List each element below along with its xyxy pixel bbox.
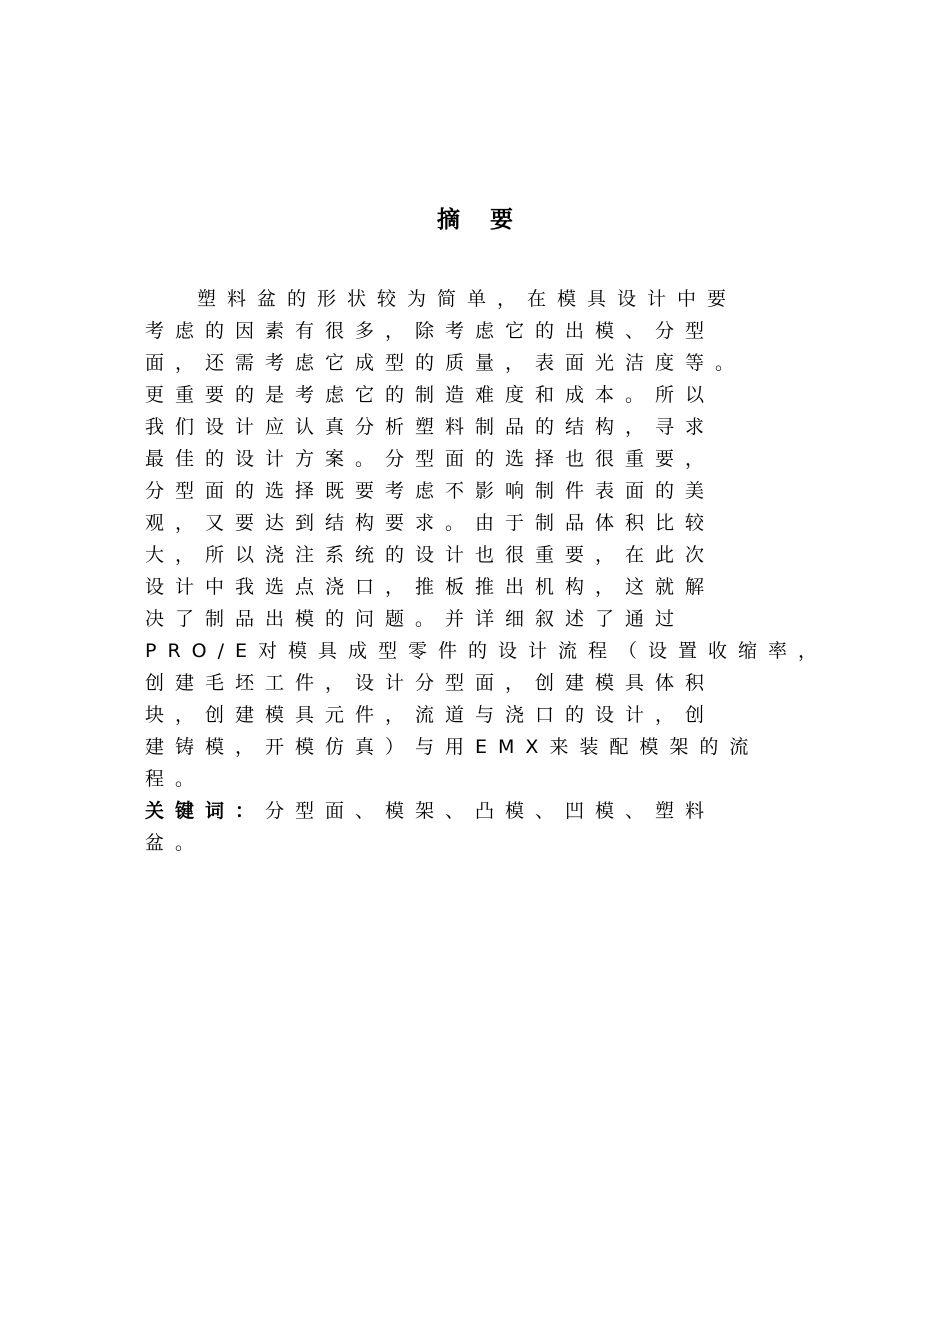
keywords-line-continued: 盆。 <box>145 832 206 854</box>
abstract-line: 建铸模，开模仿真）与用EMX来装配模架的流 <box>145 736 760 758</box>
abstract-line: 我们设计应认真分析塑料制品的结构，寻求 <box>145 416 716 438</box>
keywords-line <box>145 795 815 827</box>
abstract-line: 分型面的选择既要考虑不影响制件表面的美 <box>145 480 716 502</box>
abstract-line: 塑料盆的形状较为简单，在模具设计中要 <box>197 288 738 310</box>
abstract-line: 大，所以浇注系统的设计也很重要，在此次 <box>145 544 716 566</box>
abstract-body <box>145 283 829 859</box>
abstract-line: PRO/E对模具成型零件的设计流程（设置收缩率， <box>145 640 829 662</box>
keywords-list: 分型面、模架、凸模、凹模、塑料 <box>265 800 716 822</box>
abstract-line: 创建毛坯工件，设计分型面，创建模具体积 <box>145 672 716 694</box>
abstract-line: 观，又要达到结构要求。由于制品体积比较 <box>145 512 716 534</box>
abstract-line: 考虑的因素有很多，除考虑它的出模、分型 <box>145 320 716 342</box>
abstract-line: 面，还需考虑它成型的质量，表面光洁度等。 <box>145 352 746 374</box>
abstract-line: 块，创建模具元件，流道与浇口的设计，创 <box>145 704 716 726</box>
abstract-line: 决了制品出模的问题。并详细叙述了通过 <box>145 608 686 630</box>
abstract-line: 设计中我选点浇口，推板推出机构，这就解 <box>145 576 716 598</box>
abstract-line: 最佳的设计方案。分型面的选择也很重要， <box>145 448 716 470</box>
abstract-title: 摘要 <box>437 207 543 233</box>
keywords-label: 关键词： <box>145 800 266 822</box>
abstract-line: 程。 <box>145 768 206 790</box>
abstract-line: 更重要的是考虑它的制造难度和成本。所以 <box>145 384 716 406</box>
